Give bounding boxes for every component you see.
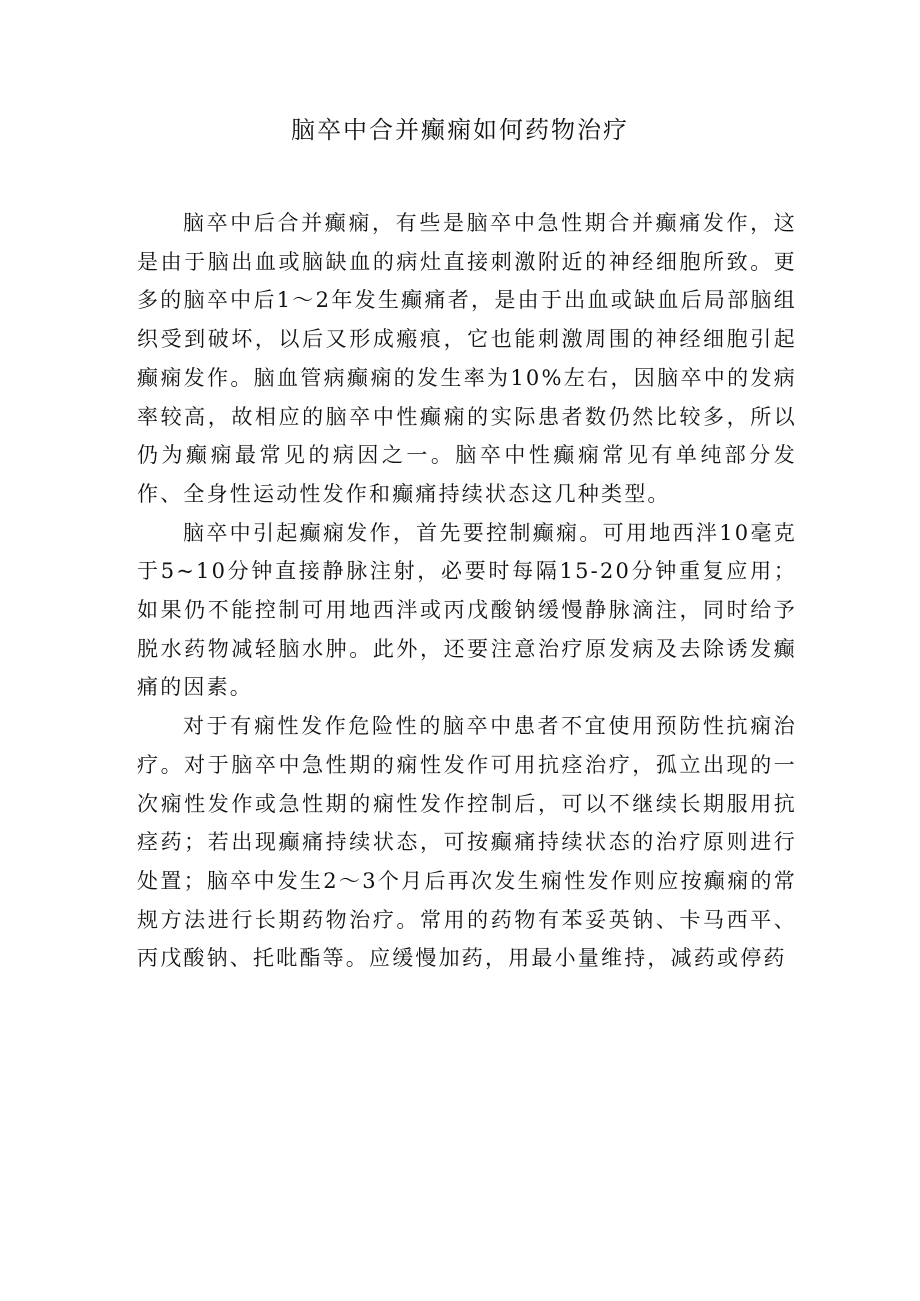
paragraph-acute-treatment: 脑卒中引起癫痫发作，首先要控制癫痫。可用地西泮10毫克于5~10分钟直接静脉注射，必要时每隔15-20分钟重复应用；如果仍不能控制可用地西泮或丙戊酸钠缓慢静脉滴注，同时给予脱水药物减轻脑水肿。此外，还要注意治疗原发病及去除诱发癫痛的因素。: [137, 520, 797, 700]
document-body: [137, 204, 797, 978]
paragraph-cause: 脑卒中后合并癫痫，有些是脑卒中急性期合并癫痛发作，这是由于脑出血或脑缺血的病灶直接刺激附近的神经细胞所致。更多的脑卒中后1～2年发生癫痛者，是由于出血或缺血后局部脑组织受到破坏，以后又形成瘢痕，它也能刺激周围的神经细胞引起癫痫发作。脑血管病癫痫的发生率为10%左右，因脑卒中的发病率较高，故相应的脑卒中性癫痫的实际患者数仍然比较多，所以仍为癫痫最常见的病因之一。脑卒中性癫痫常见有单纯部分发作、全身性运动性发作和癫痛持续状态这几种类型。: [137, 211, 797, 506]
document-title: 脑卒中合并癫痫如何药物治疗: [291, 116, 629, 144]
paragraph-drug-therapy: 对于有痫性发作危险性的脑卒中患者不宜使用预防性抗痫治疗。对于脑卒中急性期的痫性发作可用抗痉治疗，孤立出现的一次痫性发作或急性期的痫性发作控制后，可以不继续长期服用抗痉药；若出现癫痛持续状态，可按癫痛持续状态的治疗原则进行处置；脑卒中发生2～3个月后再次发生痫性发作则应按癫痫的常规方法进行长期药物治疗。常用的药物有苯妥英钠、卡马西平、丙戊酸钠、托吡酯等。应缓慢加药，用最小量维持，减药或停药: [137, 714, 797, 971]
